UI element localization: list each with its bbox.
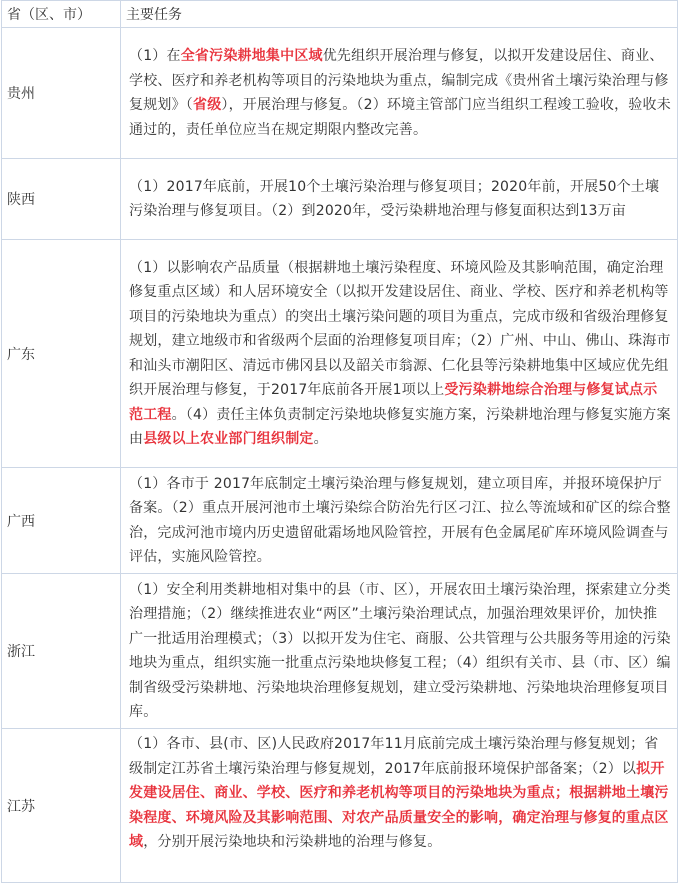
task-cell bbox=[121, 729, 678, 883]
task-cell bbox=[121, 468, 678, 574]
task-text: ），开展治理与修复。（2）环境主管部门应当组织工程竣工验收，验收未通过的，责任单位应当在规定期限内整改完善。 bbox=[129, 97, 671, 138]
highlighted-text: 全省污染耕地集中区域 bbox=[180, 48, 323, 64]
table-row bbox=[2, 240, 678, 468]
task-text: 。 bbox=[313, 431, 328, 447]
province-cell: 江苏 bbox=[2, 729, 121, 883]
task-cell bbox=[121, 159, 678, 240]
table-row bbox=[2, 159, 678, 240]
province-cell: 广东 bbox=[2, 240, 121, 468]
task-cell bbox=[121, 574, 678, 729]
task-text: 优先组织开展治理与修复，以拟开发建设居住、商业、学校、医疗和养老机构等项目的污染地块为重点，编制完成《贵州省土壤污染治理与修复规划》（ bbox=[129, 48, 669, 113]
task-text: （1）安全利用类耕地相对集中的县（市、区），开展农田土壤污染治理，探索建立分类治理措施；（2）继续推进农业“两区”土壤污染治理试点，加强治理效果评价，加快推广一批适用治理模式；（3）以拟开发为住宅、商服、公共管理与公共服务等用途的污染地块为重点，组织实施一批重点污染地块修复工程；（4）组织有关市、县（市、区）编制省级受污染耕地、污染地块治理修复规划，建立受污染耕地、污染地块治理修复项目库。 bbox=[129, 581, 671, 720]
header-province: 省（区、市） bbox=[2, 1, 121, 28]
task-text: （1）以影响农产品质量（根据耕地土壤污染程度、环境风险及其影响范围，确定治理修复重点区域）和人居环境安全（以拟开发建设居住、商业、学校、医疗和养老机构等项目的污染地块为重点）的突出土壤污染问题的项目为重点，完成市级和省级治理修复规划，建立地级市和省级两个层面的治理修复项目库；（2）广州、中山、佛山、珠海市和汕头市潮阳区、清远市佛冈县以及韶关市翁源、仁化县等污染耕地集中区域应优先组织开展治理与修复，于2017年底前各开展1项以上 bbox=[129, 259, 671, 398]
table-row bbox=[2, 729, 678, 883]
table-header-row bbox=[2, 1, 678, 28]
task-text: （1）2017年底前，开展10个土壤污染治理与修复项目；2020年前，开展50个土壤污染治理与修复项目。（2）到2020年，受污染耕地治理与修复面积达到13万亩 bbox=[129, 178, 660, 219]
province-cell: 广西 bbox=[2, 468, 121, 574]
task-text: （1）各市于 2017年底制定土壤污染治理与修复规划，建立项目库，并报环境保护厅备案。（2）重点开展河池市土壤污染综合防治先行区刁江、拉么等流域和矿区的综合整治，完成河池市境内历史遗留砒霜场地风险管控，开展有色金属尾矿库环境风险调查与评估，实施风险管控。 bbox=[129, 475, 671, 565]
table-row bbox=[2, 468, 678, 574]
province-cell: 贵州 bbox=[2, 28, 121, 159]
highlighted-text: 省级 bbox=[193, 97, 222, 113]
table-row bbox=[2, 574, 678, 729]
highlighted-text: 拟开发建设居住、商业、学校、医疗和养老机构等项目的污染地块为重点；根据耕地土壤污染程度、环境风险及其影响范围、对农产品质量安全的影响，确定治理与修复的重点区域 bbox=[129, 760, 669, 850]
task-table bbox=[1, 0, 678, 883]
task-text: 。（4）责任主体负责制定污染地块修复实施方案，污染耕地治理与修复实施方案由 bbox=[129, 406, 671, 447]
task-cell bbox=[121, 240, 678, 468]
task-text: （1）各市、县(市、区)人民政府2017年11月底前完成土壤污染治理与修复规划；省级制定江苏省土壤污染治理与修复规划，2017年底前报环境保护部备案；（2）以 bbox=[129, 736, 659, 777]
task-text: （1）在 bbox=[129, 48, 181, 64]
task-text: ，分别开展污染地块和污染耕地的治理与修复。 bbox=[143, 834, 442, 850]
table-row bbox=[2, 28, 678, 159]
highlighted-text: 受污染耕地综合治理与修复试点示范工程 bbox=[129, 382, 658, 423]
header-main-task: 主要任务 bbox=[121, 1, 678, 28]
task-cell bbox=[121, 28, 678, 159]
highlighted-text: 县级以上农业部门组织制定 bbox=[143, 431, 314, 447]
province-cell: 陕西 bbox=[2, 159, 121, 240]
province-cell: 浙江 bbox=[2, 574, 121, 729]
